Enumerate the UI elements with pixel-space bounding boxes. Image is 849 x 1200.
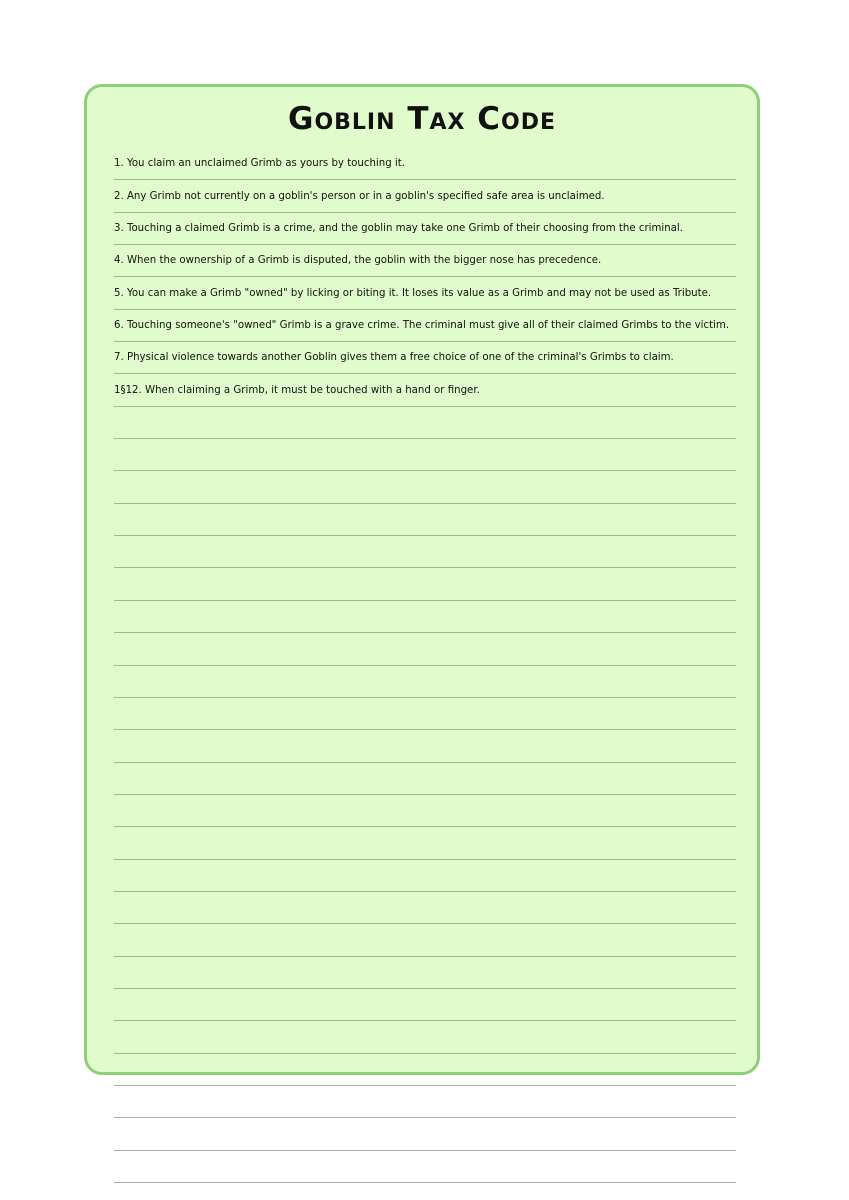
tax-rule-line: 6. Touching someone's "owned" Grimb is a grave crime. The criminal must give all of their claimed Grimbs to the victim. [114,310,736,342]
empty-ruled-line [114,892,736,924]
empty-ruled-line [114,504,736,536]
ruled-lines [114,148,736,1200]
tax-rule-line: 4. When the ownership of a Grimb is disputed, the goblin with the bigger nose has precedence. [114,245,736,277]
tax-rule-line: 5. You can make a Grimb "owned" by licking or biting it. It loses its value as a Grimb and may not be used as Tribute. [114,277,736,309]
empty-ruled-line [114,1021,736,1053]
tax-code-sheet [84,84,760,1075]
empty-ruled-line [114,1151,736,1183]
empty-ruled-line [114,536,736,568]
empty-ruled-line [114,407,736,439]
empty-ruled-line [114,1054,736,1086]
empty-ruled-line [114,795,736,827]
empty-ruled-line [114,1118,736,1150]
document-title: Goblin Tax Code [288,101,556,137]
empty-ruled-line [114,924,736,956]
empty-ruled-line [114,763,736,795]
empty-ruled-line [114,1183,736,1200]
empty-ruled-line [114,698,736,730]
empty-ruled-line [114,827,736,859]
tax-rule-line: 7. Physical violence towards another Goblin gives them a free choice of one of the criminal's Grimbs to claim. [114,342,736,374]
empty-ruled-line [114,1086,736,1118]
tax-rule-line: 3. Touching a claimed Grimb is a crime, and the goblin may take one Grimb of their choosing from the criminal. [114,213,736,245]
empty-ruled-line [114,471,736,503]
tax-rule-line: 1. You claim an unclaimed Grimb as yours by touching it. [114,148,736,180]
empty-ruled-line [114,666,736,698]
empty-ruled-line [114,860,736,892]
empty-ruled-line [114,633,736,665]
empty-ruled-line [114,568,736,600]
empty-ruled-line [114,439,736,471]
tax-rule-line: 1§12. When claiming a Grimb, it must be touched with a hand or finger. [114,374,736,406]
empty-ruled-line [114,957,736,989]
empty-ruled-line [114,730,736,762]
tax-rule-line: 2. Any Grimb not currently on a goblin's person or in a goblin's specified safe area is unclaimed. [114,180,736,212]
empty-ruled-line [114,989,736,1021]
empty-ruled-line [114,601,736,633]
